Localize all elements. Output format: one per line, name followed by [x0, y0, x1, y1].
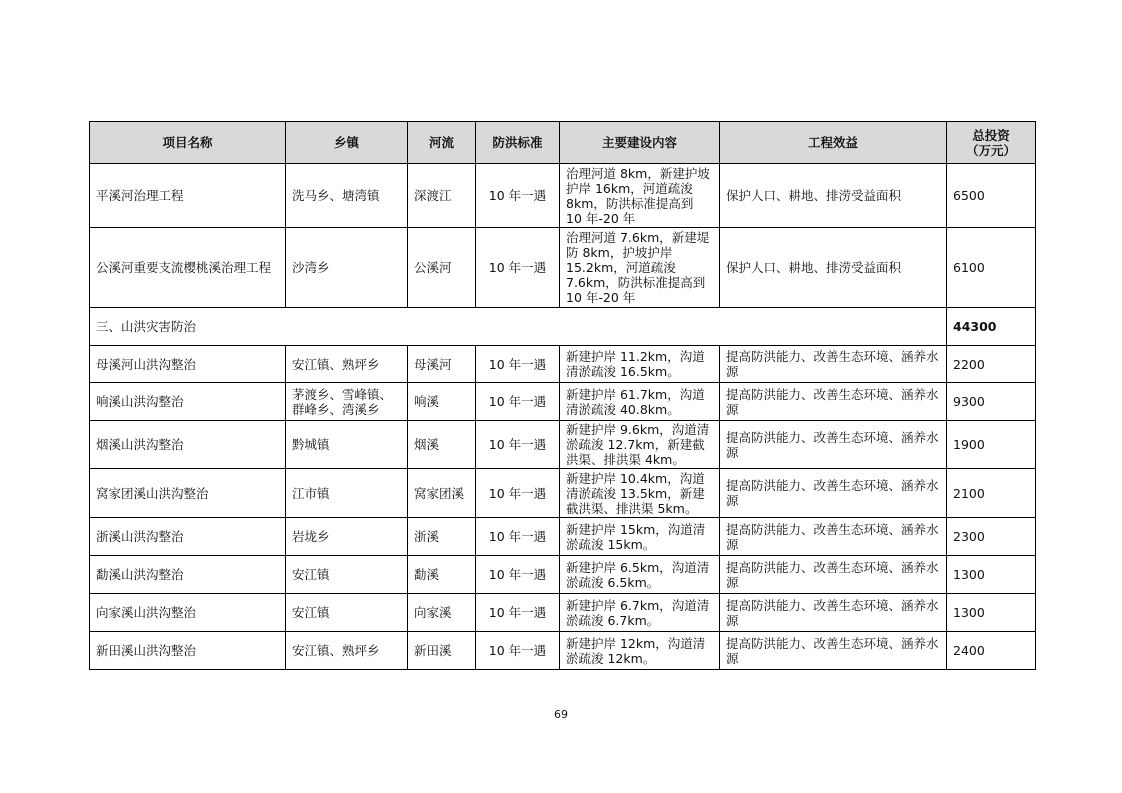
- cell-town: 洗马乡、塘湾镇: [286, 164, 408, 228]
- cell-standard: 10 年一遇: [476, 594, 560, 632]
- header-row: [90, 122, 1036, 164]
- table-row: [90, 556, 1036, 594]
- cell-investment: 1900: [947, 421, 1036, 469]
- cell-content: 新建护岸 61.7km，沟道清淤疏浚 40.8km。: [560, 383, 720, 421]
- cell-standard: 10 年一遇: [476, 228, 560, 308]
- cell-river: 母溪河: [408, 346, 476, 383]
- header-investment-line1: 总投资: [972, 127, 1010, 143]
- cell-content: 新建护岸 11.2km，沟道清淤疏浚 16.5km。: [560, 346, 720, 383]
- cell-benefit: 提高防洪能力、改善生态环境、涵养水源: [720, 556, 947, 594]
- header-content: 主要建设内容: [560, 122, 720, 164]
- cell-standard: 10 年一遇: [476, 518, 560, 556]
- cell-name: 母溪河山洪沟整治: [90, 346, 286, 383]
- cell-standard: 10 年一遇: [476, 164, 560, 228]
- header-standard: 防洪标准: [476, 122, 560, 164]
- cell-standard: 10 年一遇: [476, 383, 560, 421]
- cell-river: 向家溪: [408, 594, 476, 632]
- cell-name: 窝家团溪山洪沟整治: [90, 469, 286, 518]
- header-investment-line2: （万元）: [965, 142, 1016, 158]
- table-row: [90, 346, 1036, 383]
- table-row: [90, 594, 1036, 632]
- cell-benefit: 保护人口、耕地、排涝受益面积: [720, 164, 947, 228]
- cell-investment: 1300: [947, 594, 1036, 632]
- section-title: 三、山洪灾害防治: [90, 308, 947, 346]
- cell-town: 安江镇、熟坪乡: [286, 632, 408, 670]
- cell-benefit: 提高防洪能力、改善生态环境、涵养水源: [720, 383, 947, 421]
- cell-content: 新建护岸 6.7km，沟道清淤疏浚 6.7km。: [560, 594, 720, 632]
- header-town: 乡镇: [286, 122, 408, 164]
- section-investment: 44300: [947, 308, 1036, 346]
- cell-river: 浙溪: [408, 518, 476, 556]
- cell-town: 安江镇: [286, 556, 408, 594]
- cell-town: 岩垅乡: [286, 518, 408, 556]
- cell-river: 新田溪: [408, 632, 476, 670]
- cell-investment: 2100: [947, 469, 1036, 518]
- cell-town: 茅渡乡、雪峰镇、群峰乡、湾溪乡: [286, 383, 408, 421]
- cell-town: 沙湾乡: [286, 228, 408, 308]
- cell-content: 治理河道 7.6km，新建堤防 8km，护坡护岸 15.2km，河道疏浚 7.6km，防洪标准提高到 10 年-20 年: [560, 228, 720, 308]
- project-table: [89, 121, 1036, 670]
- cell-river: 烟溪: [408, 421, 476, 469]
- table-row: [90, 632, 1036, 670]
- cell-investment: 1300: [947, 556, 1036, 594]
- cell-investment: 2400: [947, 632, 1036, 670]
- cell-benefit: 提高防洪能力、改善生态环境、涵养水源: [720, 632, 947, 670]
- cell-river: 深渡江: [408, 164, 476, 228]
- cell-benefit: 提高防洪能力、改善生态环境、涵养水源: [720, 594, 947, 632]
- cell-name: 向家溪山洪沟整治: [90, 594, 286, 632]
- cell-standard: 10 年一遇: [476, 421, 560, 469]
- cell-town: 安江镇: [286, 594, 408, 632]
- cell-content: 新建护岸 15km，沟道清淤疏浚 15km。: [560, 518, 720, 556]
- cell-content: 新建护岸 10.4km，沟道清淤疏浚 13.5km，新建截洪渠、排洪渠 5km。: [560, 469, 720, 518]
- cell-content: 新建护岸 12km，沟道清淤疏浚 12km。: [560, 632, 720, 670]
- table-row: [90, 383, 1036, 421]
- cell-town: 黔城镇: [286, 421, 408, 469]
- cell-name: 新田溪山洪沟整治: [90, 632, 286, 670]
- header-river: 河流: [408, 122, 476, 164]
- table-row: [90, 469, 1036, 518]
- cell-name: 平溪河治理工程: [90, 164, 286, 228]
- cell-river: 公溪河: [408, 228, 476, 308]
- cell-investment: 2300: [947, 518, 1036, 556]
- cell-standard: 10 年一遇: [476, 469, 560, 518]
- header-benefit: 工程效益: [720, 122, 947, 164]
- header-investment: [947, 122, 1036, 164]
- cell-standard: 10 年一遇: [476, 346, 560, 383]
- cell-name: 浙溪山洪沟整治: [90, 518, 286, 556]
- table-row: [90, 228, 1036, 308]
- cell-benefit: 提高防洪能力、改善生态环境、涵养水源: [720, 518, 947, 556]
- cell-river: 响溪: [408, 383, 476, 421]
- header-name: 项目名称: [90, 122, 286, 164]
- cell-benefit: 提高防洪能力、改善生态环境、涵养水源: [720, 421, 947, 469]
- cell-standard: 10 年一遇: [476, 556, 560, 594]
- table-row: [90, 164, 1036, 228]
- cell-name: 公溪河重要支流樱桃溪治理工程: [90, 228, 286, 308]
- section-row: [90, 308, 1036, 346]
- cell-content: 新建护岸 6.5km，沟道清淤疏浚 6.5km。: [560, 556, 720, 594]
- cell-investment: 2200: [947, 346, 1036, 383]
- cell-content: 新建护岸 9.6km，沟道清淤疏浚 12.7km，新建截洪渠、排洪渠 4km。: [560, 421, 720, 469]
- cell-content: 治理河道 8km，新建护坡护岸 16km，河道疏浚 8km，防洪标准提高到 10 年-20 年: [560, 164, 720, 228]
- cell-benefit: 保护人口、耕地、排涝受益面积: [720, 228, 947, 308]
- cell-name: 响溪山洪沟整治: [90, 383, 286, 421]
- cell-investment: 6500: [947, 164, 1036, 228]
- cell-river: 勫溪: [408, 556, 476, 594]
- cell-town: 江市镇: [286, 469, 408, 518]
- cell-river: 窝家团溪: [408, 469, 476, 518]
- cell-investment: 9300: [947, 383, 1036, 421]
- cell-benefit: 提高防洪能力、改善生态环境、涵养水源: [720, 469, 947, 518]
- cell-name: 勫溪山洪沟整治: [90, 556, 286, 594]
- table-row: [90, 518, 1036, 556]
- cell-standard: 10 年一遇: [476, 632, 560, 670]
- page-number: 69: [554, 708, 568, 721]
- cell-town: 安江镇、熟坪乡: [286, 346, 408, 383]
- table-row: [90, 421, 1036, 469]
- cell-benefit: 提高防洪能力、改善生态环境、涵养水源: [720, 346, 947, 383]
- cell-investment: 6100: [947, 228, 1036, 308]
- cell-name: 烟溪山洪沟整治: [90, 421, 286, 469]
